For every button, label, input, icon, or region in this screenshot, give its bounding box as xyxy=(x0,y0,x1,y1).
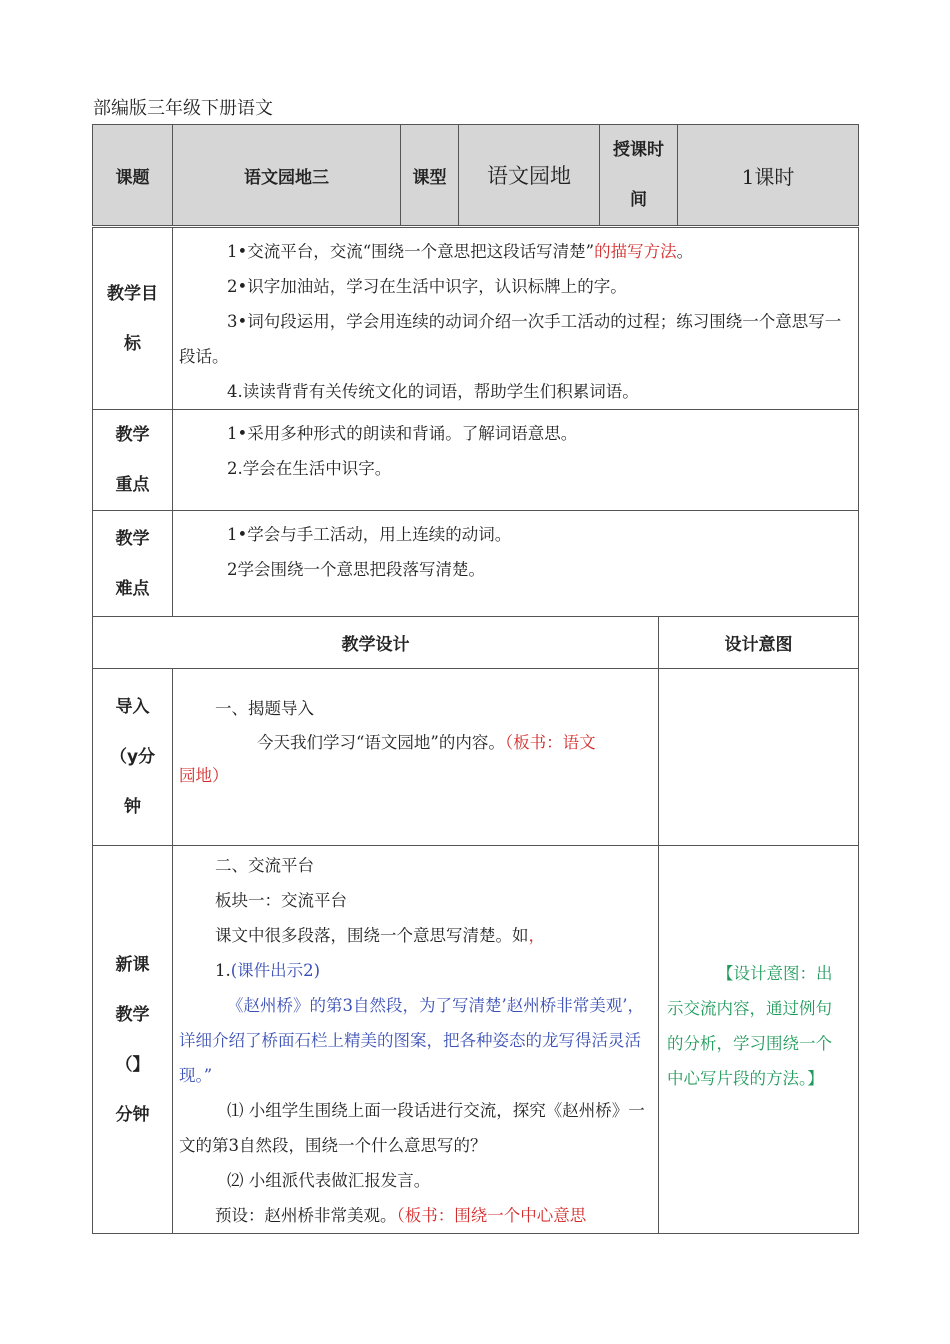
new-lesson-heading: 二、交流平台 xyxy=(215,856,314,875)
time-value: 1课时 xyxy=(678,125,859,226)
difficulties-label: 教学 难点 xyxy=(93,511,173,617)
intro-text: 今天我们学习“语文园地”的内容。（板书：语文 xyxy=(257,733,596,752)
intro-heading: 一、揭题导入 xyxy=(215,699,314,718)
goal-item-4: 4.读读背背有关传统文化的词语，帮助学生们积累词语。 xyxy=(227,382,639,401)
design-header-row xyxy=(93,617,859,669)
new-lesson-intent: 【设计意图：出示交流内容，通过例句的分析，学习围绕一个中心写片段的方法。】 xyxy=(659,846,859,1234)
key-point-1: 1•采用多种形式的朗读和背诵。了解词语意思。 xyxy=(227,424,578,443)
difficulties-row xyxy=(93,511,859,617)
time-label-line2: 间 xyxy=(630,190,647,210)
block-title: 板块一：交流平台 xyxy=(215,891,347,910)
goals-label: 教学目 标 xyxy=(93,228,173,410)
intro-text-cont: 园地） xyxy=(179,766,229,785)
new-lesson-content xyxy=(173,846,659,1234)
difficulties-content xyxy=(173,511,859,617)
goal-item-2: 2•识字加油站，学习在生活中识字，认识标牌上的字。 xyxy=(227,277,627,296)
goals-row xyxy=(93,228,859,410)
goals-content xyxy=(173,228,859,410)
type-value: 语文园地 xyxy=(459,125,600,226)
intro-row xyxy=(93,669,859,846)
lesson-preset: 预设：赵州桥非常美观。（板书：围绕一个中心意思 xyxy=(215,1206,587,1225)
lesson-line-1: 课文中很多段落，围绕一个意思写清楚。如， xyxy=(215,926,545,945)
type-label: 课型 xyxy=(401,125,459,226)
new-lesson-label: 新课 教学 （】 分钟 xyxy=(93,846,173,1234)
time-label-line1: 授课时 xyxy=(613,140,664,160)
intent-column-header: 设计意图 xyxy=(659,617,859,669)
lesson-question-1: ⑴ 小组学生围绕上面一段话进行交流，探究《赵州桥》一文的第3自然段，围绕一个什么意思写的？ xyxy=(179,1101,645,1155)
topic-value: 语文园地三 xyxy=(173,125,401,226)
lesson-item-1: 1.(课件出示2) xyxy=(215,961,321,980)
topic-label: 课题 xyxy=(93,125,173,226)
time-label xyxy=(600,125,678,226)
new-lesson-row xyxy=(93,846,859,1234)
goal-item-3: 3•词句段运用，学会用连续的动词介绍一次手工活动的过程；练习围绕一个意思写一段话。 xyxy=(179,312,842,366)
document-title: 部编版三年级下册语文 xyxy=(93,98,273,119)
intro-label: 导入 （y分 钟 xyxy=(93,669,173,846)
lesson-quote: 《赵州桥》的第3自然段，为了写清楚’赵州桥非常美观’，详细介绍了桥面石栏上精美的图案，把各种姿态的龙写得活灵活现。” xyxy=(179,996,644,1085)
lesson-body-table xyxy=(92,227,859,1234)
key-points-row xyxy=(93,410,859,511)
lesson-question-2: ⑵ 小组派代表做汇报发言。 xyxy=(227,1171,431,1190)
key-point-2: 2.学会在生活中识字。 xyxy=(227,459,392,478)
goal-item-1: 1•交流平台，交流“围绕一个意思把这段话写清楚”的描写方法。 xyxy=(227,242,694,261)
difficulty-2: 2学会围绕一个意思把段落写清楚。 xyxy=(227,560,485,579)
intro-content xyxy=(173,669,659,846)
intro-intent xyxy=(659,669,859,846)
difficulty-1: 1•学会与手工活动，用上连续的动词。 xyxy=(227,525,512,544)
lesson-header-table xyxy=(92,124,859,226)
key-points-label: 教学 重点 xyxy=(93,410,173,511)
design-column-header: 教学设计 xyxy=(93,617,659,669)
key-points-content xyxy=(173,410,859,511)
